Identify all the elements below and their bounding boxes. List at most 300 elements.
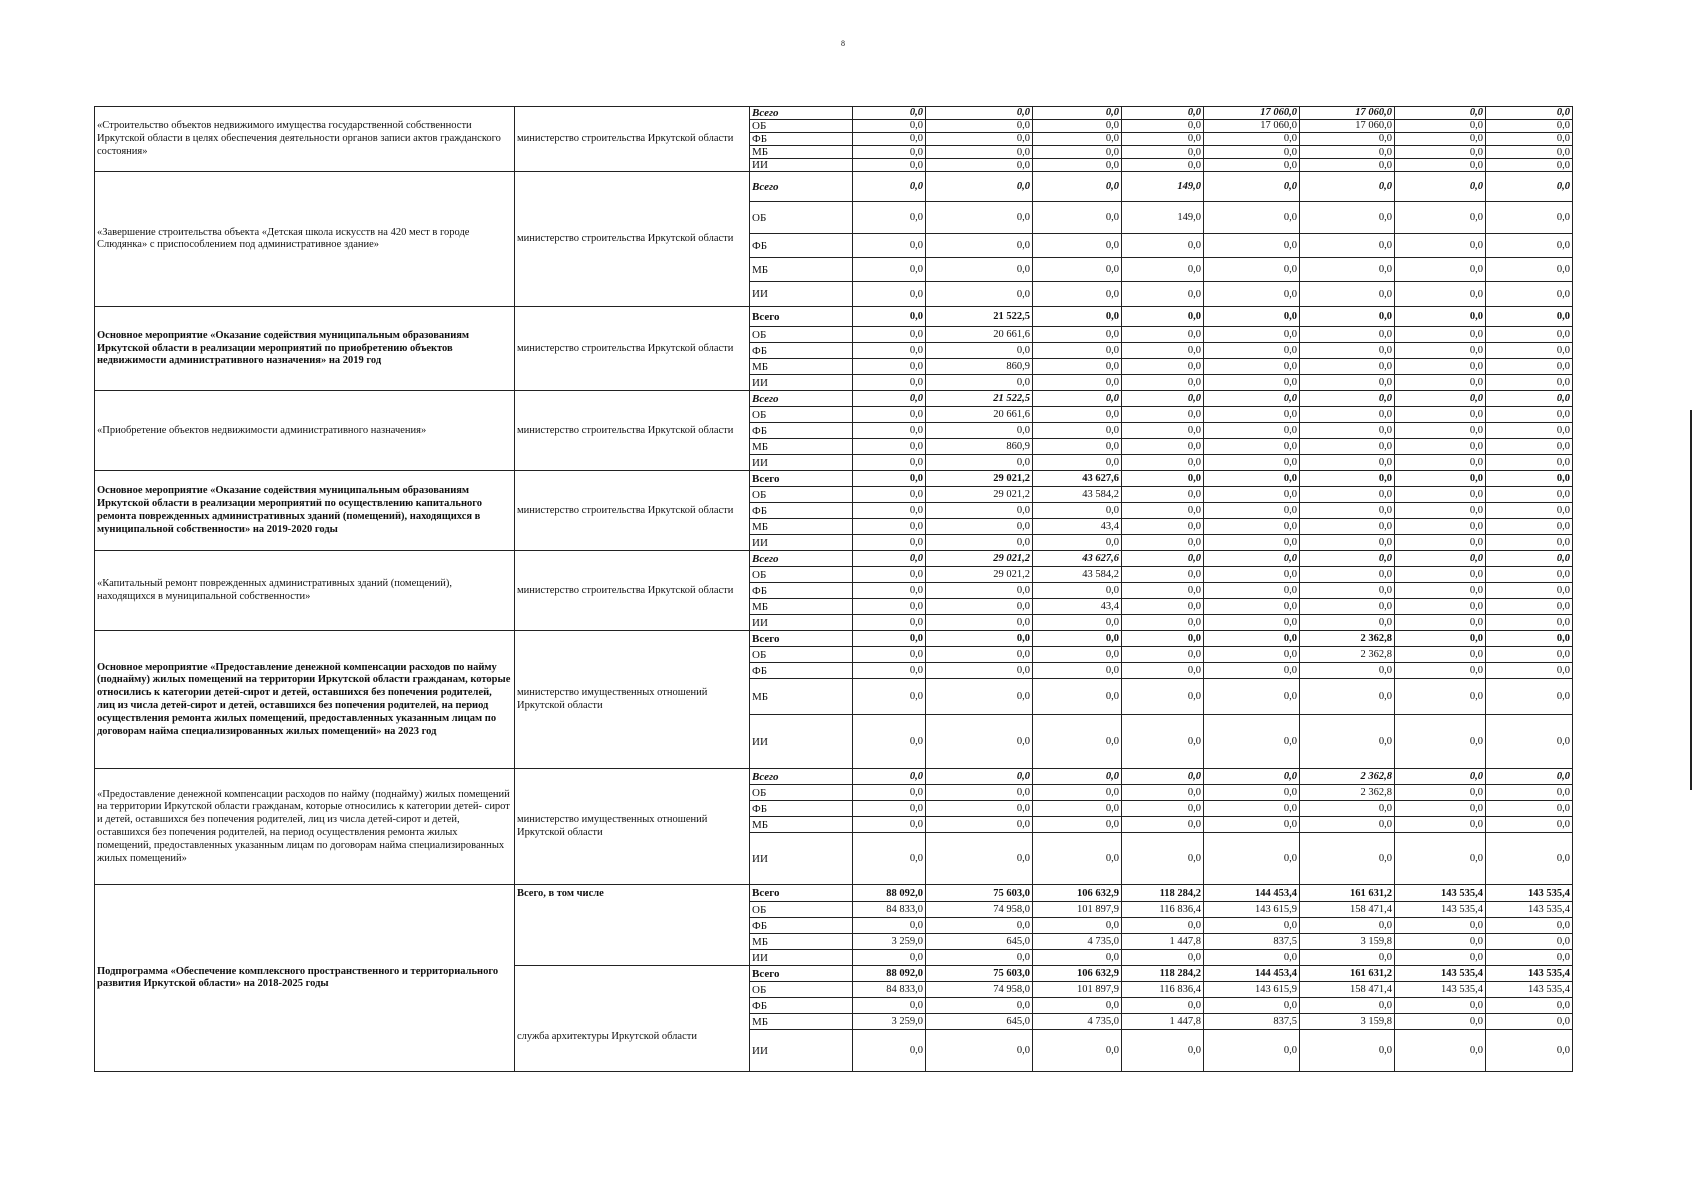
amount-cell: 0,0 [853,950,926,966]
amount-cell: 0,0 [1300,455,1395,471]
amount-cell: 88 092,0 [853,885,926,902]
amount-cell: 0,0 [1486,133,1573,146]
amount-cell: 17 060,0 [1300,120,1395,133]
amount-cell: 0,0 [926,202,1033,234]
amount-cell: 0,0 [1122,343,1204,359]
amount-cell: 0,0 [1300,146,1395,159]
amount-cell: 0,0 [926,647,1033,663]
amount-cell: 0,0 [1033,375,1122,391]
amount-cell: 0,0 [1033,647,1122,663]
funding-source: МБ [750,146,853,159]
amount-cell: 0,0 [1033,202,1122,234]
amount-cell: 0,0 [1486,202,1573,234]
amount-cell: 0,0 [1204,519,1300,535]
amount-cell: 43 627,6 [1033,551,1122,567]
amount-cell: 0,0 [853,631,926,647]
amount-cell: 0,0 [1395,282,1486,307]
amount-cell: 3 159,8 [1300,934,1395,950]
amount-cell: 0,0 [1122,615,1204,631]
amount-cell: 0,0 [853,327,926,343]
amount-cell: 0,0 [1395,503,1486,519]
amount-cell: 0,0 [926,679,1033,715]
amount-cell: 0,0 [1122,918,1204,934]
amount-cell: 0,0 [1122,407,1204,423]
amount-cell: 0,0 [1395,715,1486,769]
amount-cell: 0,0 [926,234,1033,258]
table-row [95,172,1573,202]
funding-source: ОБ [750,327,853,343]
amount-cell: 0,0 [1204,715,1300,769]
amount-cell: 0,0 [1395,551,1486,567]
amount-cell: 0,0 [1486,769,1573,785]
amount-cell: 0,0 [1486,615,1573,631]
amount-cell: 0,0 [1395,258,1486,282]
amount-cell: 0,0 [926,120,1033,133]
table-row [95,391,1573,407]
funding-source: ИИ [750,535,853,551]
amount-cell: 0,0 [853,487,926,503]
amount-cell: 0,0 [853,1030,926,1072]
amount-cell: 0,0 [1033,583,1122,599]
amount-cell: 0,0 [853,535,926,551]
funding-source: ИИ [750,615,853,631]
amount-cell: 0,0 [1395,567,1486,583]
amount-cell: 0,0 [926,133,1033,146]
amount-cell: 0,0 [926,950,1033,966]
amount-cell: 0,0 [1486,1014,1573,1030]
amount-cell: 0,0 [1204,535,1300,551]
amount-cell: 143 535,4 [1486,902,1573,918]
funding-source: ОБ [750,982,853,998]
amount-cell: 143 535,4 [1486,982,1573,998]
amount-cell: 0,0 [853,663,926,679]
amount-cell: 0,0 [1486,567,1573,583]
amount-cell: 0,0 [1204,998,1300,1014]
amount-cell: 0,0 [1033,918,1122,934]
amount-cell: 0,0 [853,359,926,375]
amount-cell: 0,0 [1395,359,1486,375]
amount-cell: 0,0 [1033,439,1122,455]
amount-cell: 0,0 [1204,258,1300,282]
amount-cell: 143 615,9 [1204,902,1300,918]
amount-cell: 0,0 [1300,615,1395,631]
amount-cell: 0,0 [926,631,1033,647]
amount-cell: 0,0 [1122,455,1204,471]
amount-cell: 3 259,0 [853,934,926,950]
amount-cell: 0,0 [1395,172,1486,202]
amount-cell: 0,0 [1395,663,1486,679]
amount-cell: 0,0 [1486,282,1573,307]
amount-cell: 0,0 [1122,679,1204,715]
responsible-body: министерство строительства Иркутской области [515,391,750,471]
funding-source: Всего [750,885,853,902]
amount-cell: 0,0 [1300,833,1395,885]
amount-cell: 0,0 [1204,599,1300,615]
amount-cell: 0,0 [1122,471,1204,487]
amount-cell: 0,0 [853,551,926,567]
amount-cell: 0,0 [1204,663,1300,679]
amount-cell: 106 632,9 [1033,885,1122,902]
amount-cell: 0,0 [1204,769,1300,785]
amount-cell: 0,0 [853,455,926,471]
amount-cell: 0,0 [1486,934,1573,950]
amount-cell: 0,0 [1033,258,1122,282]
amount-cell: 0,0 [1395,631,1486,647]
amount-cell: 0,0 [1486,551,1573,567]
funding-source: Всего [750,471,853,487]
amount-cell: 17 060,0 [1204,120,1300,133]
amount-cell: 3 159,8 [1300,1014,1395,1030]
amount-cell: 0,0 [1395,343,1486,359]
amount-cell: 0,0 [926,535,1033,551]
amount-cell: 0,0 [1395,471,1486,487]
amount-cell: 0,0 [853,769,926,785]
amount-cell: 0,0 [1395,950,1486,966]
amount-cell: 0,0 [853,423,926,439]
funding-source: ОБ [750,567,853,583]
amount-cell: 0,0 [1204,950,1300,966]
amount-cell: 20 661,6 [926,407,1033,423]
amount-cell: 0,0 [1033,407,1122,423]
funding-source: ФБ [750,133,853,146]
amount-cell: 74 958,0 [926,902,1033,918]
activity-name: Основное мероприятие «Оказание содействия муниципальным образованиям Иркутской области в реализации мероприятий по приобретению объектов недвижимости административного назначения» на 2019 год [95,307,515,391]
amount-cell: 2 362,8 [1300,631,1395,647]
amount-cell: 0,0 [1395,918,1486,934]
funding-source: ОБ [750,120,853,133]
amount-cell: 0,0 [1300,817,1395,833]
amount-cell: 0,0 [1204,1030,1300,1072]
responsible-body: служба архитектуры Иркутской области [515,966,750,1072]
amount-cell: 0,0 [1395,107,1486,120]
amount-cell: 0,0 [853,282,926,307]
funding-source: Всего [750,107,853,120]
amount-cell: 0,0 [1033,359,1122,375]
amount-cell: 0,0 [1122,423,1204,439]
responsible-body: министерство строительства Иркутской области [515,107,750,172]
amount-cell: 0,0 [1033,234,1122,258]
amount-cell: 0,0 [1122,663,1204,679]
amount-cell: 0,0 [1204,359,1300,375]
funding-source: ИИ [750,1030,853,1072]
amount-cell: 2 362,8 [1300,769,1395,785]
amount-cell: 0,0 [1204,133,1300,146]
amount-cell: 0,0 [853,998,926,1014]
amount-cell: 0,0 [1300,583,1395,599]
amount-cell: 0,0 [1300,503,1395,519]
amount-cell: 0,0 [1033,715,1122,769]
amount-cell: 837,5 [1204,1014,1300,1030]
amount-cell: 0,0 [1033,663,1122,679]
amount-cell: 0,0 [1395,817,1486,833]
amount-cell: 0,0 [1395,407,1486,423]
funding-source: ИИ [750,833,853,885]
funding-source: ОБ [750,202,853,234]
amount-cell: 0,0 [853,918,926,934]
funding-source: ОБ [750,647,853,663]
amount-cell: 0,0 [1122,234,1204,258]
funding-source: Всего [750,551,853,567]
table-row [95,471,1573,487]
amount-cell: 0,0 [1395,1030,1486,1072]
funding-source: ФБ [750,918,853,934]
amount-cell: 0,0 [853,715,926,769]
responsible-body: министерство строительства Иркутской области [515,307,750,391]
amount-cell: 0,0 [1395,391,1486,407]
funding-source: МБ [750,439,853,455]
funding-source: ИИ [750,375,853,391]
amount-cell: 0,0 [926,423,1033,439]
amount-cell: 0,0 [1300,599,1395,615]
amount-cell: 0,0 [853,583,926,599]
amount-cell: 0,0 [1300,159,1395,172]
amount-cell: 0,0 [1033,133,1122,146]
amount-cell: 0,0 [1122,715,1204,769]
amount-cell: 0,0 [1395,679,1486,715]
amount-cell: 161 631,2 [1300,966,1395,982]
amount-cell: 0,0 [1033,833,1122,885]
funding-source: МБ [750,1014,853,1030]
amount-cell: 144 453,4 [1204,885,1300,902]
amount-cell: 0,0 [1486,146,1573,159]
amount-cell: 0,0 [926,343,1033,359]
amount-cell: 0,0 [926,503,1033,519]
budget-table-body [95,107,1573,1072]
amount-cell: 0,0 [1122,120,1204,133]
amount-cell: 0,0 [1122,159,1204,172]
budget-table [94,106,1573,1072]
amount-cell: 0,0 [926,918,1033,934]
amount-cell: 0,0 [1122,307,1204,327]
amount-cell: 0,0 [853,519,926,535]
amount-cell: 0,0 [1122,833,1204,885]
amount-cell: 0,0 [853,375,926,391]
amount-cell: 0,0 [1122,375,1204,391]
funding-source: ФБ [750,998,853,1014]
amount-cell: 0,0 [1122,519,1204,535]
amount-cell: 0,0 [1204,423,1300,439]
amount-cell: 0,0 [1486,107,1573,120]
amount-cell: 0,0 [1395,159,1486,172]
amount-cell: 0,0 [1204,282,1300,307]
amount-cell: 3 259,0 [853,1014,926,1030]
amount-cell: 0,0 [1395,583,1486,599]
amount-cell: 0,0 [853,833,926,885]
amount-cell: 0,0 [1486,519,1573,535]
amount-cell: 0,0 [1122,631,1204,647]
activity-name: Основное мероприятие «Оказание содействия муниципальным образованиям Иркутской области в реализации мероприятий по осуществлению капитального ремонта поврежденных административных зданий (помещений), находящихся в муниципальной собственности» на 2019-2020 годы [95,471,515,551]
amount-cell: 0,0 [1122,107,1204,120]
amount-cell: 43 584,2 [1033,487,1122,503]
amount-cell: 43 584,2 [1033,567,1122,583]
funding-source: Всего [750,391,853,407]
funding-source: МБ [750,258,853,282]
amount-cell: 0,0 [853,391,926,407]
amount-cell: 158 471,4 [1300,902,1395,918]
amount-cell: 0,0 [1204,817,1300,833]
amount-cell: 0,0 [853,202,926,234]
amount-cell: 17 060,0 [1300,107,1395,120]
amount-cell: 0,0 [1122,599,1204,615]
amount-cell: 0,0 [1204,455,1300,471]
amount-cell: 0,0 [1486,359,1573,375]
amount-cell: 0,0 [1486,679,1573,715]
amount-cell: 0,0 [853,307,926,327]
amount-cell: 0,0 [1486,998,1573,1014]
amount-cell: 0,0 [1204,615,1300,631]
amount-cell: 0,0 [1300,801,1395,817]
amount-cell: 0,0 [1033,282,1122,307]
amount-cell: 0,0 [1033,172,1122,202]
amount-cell: 84 833,0 [853,982,926,998]
amount-cell: 0,0 [1395,998,1486,1014]
funding-source: МБ [750,599,853,615]
amount-cell: 0,0 [1395,375,1486,391]
amount-cell: 0,0 [926,375,1033,391]
amount-cell: 0,0 [1486,172,1573,202]
amount-cell: 0,0 [853,133,926,146]
amount-cell: 0,0 [1300,282,1395,307]
amount-cell: 0,0 [1204,647,1300,663]
amount-cell: 0,0 [1486,647,1573,663]
amount-cell: 0,0 [1204,503,1300,519]
amount-cell: 0,0 [853,471,926,487]
amount-cell: 0,0 [853,159,926,172]
amount-cell: 0,0 [926,769,1033,785]
amount-cell: 0,0 [1486,258,1573,282]
amount-cell: 0,0 [926,519,1033,535]
amount-cell: 645,0 [926,1014,1033,1030]
funding-source: ОБ [750,785,853,801]
amount-cell: 0,0 [926,583,1033,599]
amount-cell: 0,0 [1204,679,1300,715]
amount-cell: 0,0 [926,282,1033,307]
amount-cell: 0,0 [1204,146,1300,159]
responsible-body: министерство строительства Иркутской области [515,551,750,631]
funding-source: ОБ [750,487,853,503]
amount-cell: 0,0 [926,258,1033,282]
amount-cell: 0,0 [1122,391,1204,407]
amount-cell: 0,0 [1122,567,1204,583]
amount-cell: 0,0 [853,146,926,159]
amount-cell: 0,0 [853,120,926,133]
amount-cell: 0,0 [1395,307,1486,327]
responsible-body: министерство имущественных отношений Иркутской области [515,769,750,885]
amount-cell: 0,0 [1204,234,1300,258]
amount-cell: 0,0 [853,407,926,423]
amount-cell: 0,0 [926,107,1033,120]
amount-cell: 118 284,2 [1122,885,1204,902]
amount-cell: 0,0 [1204,407,1300,423]
amount-cell: 0,0 [926,998,1033,1014]
amount-cell: 0,0 [926,785,1033,801]
amount-cell: 101 897,9 [1033,982,1122,998]
funding-source: ФБ [750,423,853,439]
amount-cell: 84 833,0 [853,902,926,918]
funding-source: ИИ [750,282,853,307]
amount-cell: 0,0 [1033,785,1122,801]
amount-cell: 0,0 [1204,487,1300,503]
amount-cell: 75 603,0 [926,885,1033,902]
amount-cell: 0,0 [1033,801,1122,817]
amount-cell: 0,0 [1033,391,1122,407]
amount-cell: 0,0 [1300,715,1395,769]
amount-cell: 0,0 [1204,551,1300,567]
amount-cell: 0,0 [1486,391,1573,407]
amount-cell: 158 471,4 [1300,982,1395,998]
amount-cell: 0,0 [1395,455,1486,471]
amount-cell: 0,0 [1486,583,1573,599]
funding-source: ИИ [750,455,853,471]
responsible-body: министерство строительства Иркутской области [515,172,750,307]
amount-cell: 0,0 [1204,631,1300,647]
amount-cell: 144 453,4 [1204,966,1300,982]
amount-cell: 0,0 [1486,631,1573,647]
amount-cell: 0,0 [926,599,1033,615]
amount-cell: 143 535,4 [1395,966,1486,982]
amount-cell: 0,0 [1033,615,1122,631]
amount-cell: 0,0 [1300,679,1395,715]
amount-cell: 0,0 [1033,950,1122,966]
amount-cell: 0,0 [1486,343,1573,359]
amount-cell: 143 535,4 [1486,966,1573,982]
amount-cell: 860,9 [926,359,1033,375]
amount-cell: 0,0 [1486,423,1573,439]
amount-cell: 0,0 [1486,471,1573,487]
amount-cell: 0,0 [1204,307,1300,327]
amount-cell: 116 836,4 [1122,982,1204,998]
funding-source: ОБ [750,902,853,918]
amount-cell: 0,0 [1486,439,1573,455]
amount-cell: 0,0 [1395,120,1486,133]
amount-cell: 29 021,2 [926,487,1033,503]
funding-source: ИИ [750,950,853,966]
amount-cell: 0,0 [1486,1030,1573,1072]
amount-cell: 17 060,0 [1204,107,1300,120]
amount-cell: 0,0 [1122,1030,1204,1072]
amount-cell: 0,0 [926,833,1033,885]
responsible-body: министерство строительства Иркутской области [515,471,750,551]
amount-cell: 0,0 [1122,503,1204,519]
amount-cell: 0,0 [1395,234,1486,258]
amount-cell: 0,0 [1300,133,1395,146]
funding-source: ИИ [750,159,853,172]
amount-cell: 0,0 [1122,327,1204,343]
amount-cell: 20 661,6 [926,327,1033,343]
amount-cell: 0,0 [1395,934,1486,950]
amount-cell: 0,0 [1033,343,1122,359]
amount-cell: 0,0 [1486,663,1573,679]
activity-name: «Капитальный ремонт поврежденных административных зданий (помещений), находящихся в муниципальной собственности» [95,551,515,631]
responsible-body: министерство имущественных отношений Иркутской области [515,631,750,769]
amount-cell: 0,0 [1395,133,1486,146]
amount-cell: 0,0 [1300,439,1395,455]
amount-cell: 0,0 [1486,120,1573,133]
amount-cell: 149,0 [1122,202,1204,234]
amount-cell: 0,0 [1300,535,1395,551]
amount-cell: 0,0 [926,615,1033,631]
amount-cell: 0,0 [1395,833,1486,885]
amount-cell: 0,0 [1033,998,1122,1014]
amount-cell: 0,0 [1300,391,1395,407]
activity-name: «Завершение строительства объекта «Детская школа искусств на 420 мест в городе Слюдянка» с приспособлением под административное здание» [95,172,515,307]
amount-cell: 645,0 [926,934,1033,950]
amount-cell: 0,0 [1122,133,1204,146]
table-row [95,631,1573,647]
activity-name: «Строительство объектов недвижимого имущества государственной собственности Иркутской области в целях обеспечения деятельности органов записи актов гражданского состояния» [95,107,515,172]
activity-name: «Предоставление денежной компенсации расходов по найму (поднайму) жилых помещений на территории Иркутской области гражданам, которые относились к категории детей- сирот и детей, оставшихся без попечения родителей, лиц из числа детей-сирот и детей, оставшихся без попечения родителей, на период осуществления ремонта жилых помещений, предоставленных указанным лицам по договорам найма специализированных жилых помещений» [95,769,515,885]
amount-cell: 0,0 [1300,172,1395,202]
